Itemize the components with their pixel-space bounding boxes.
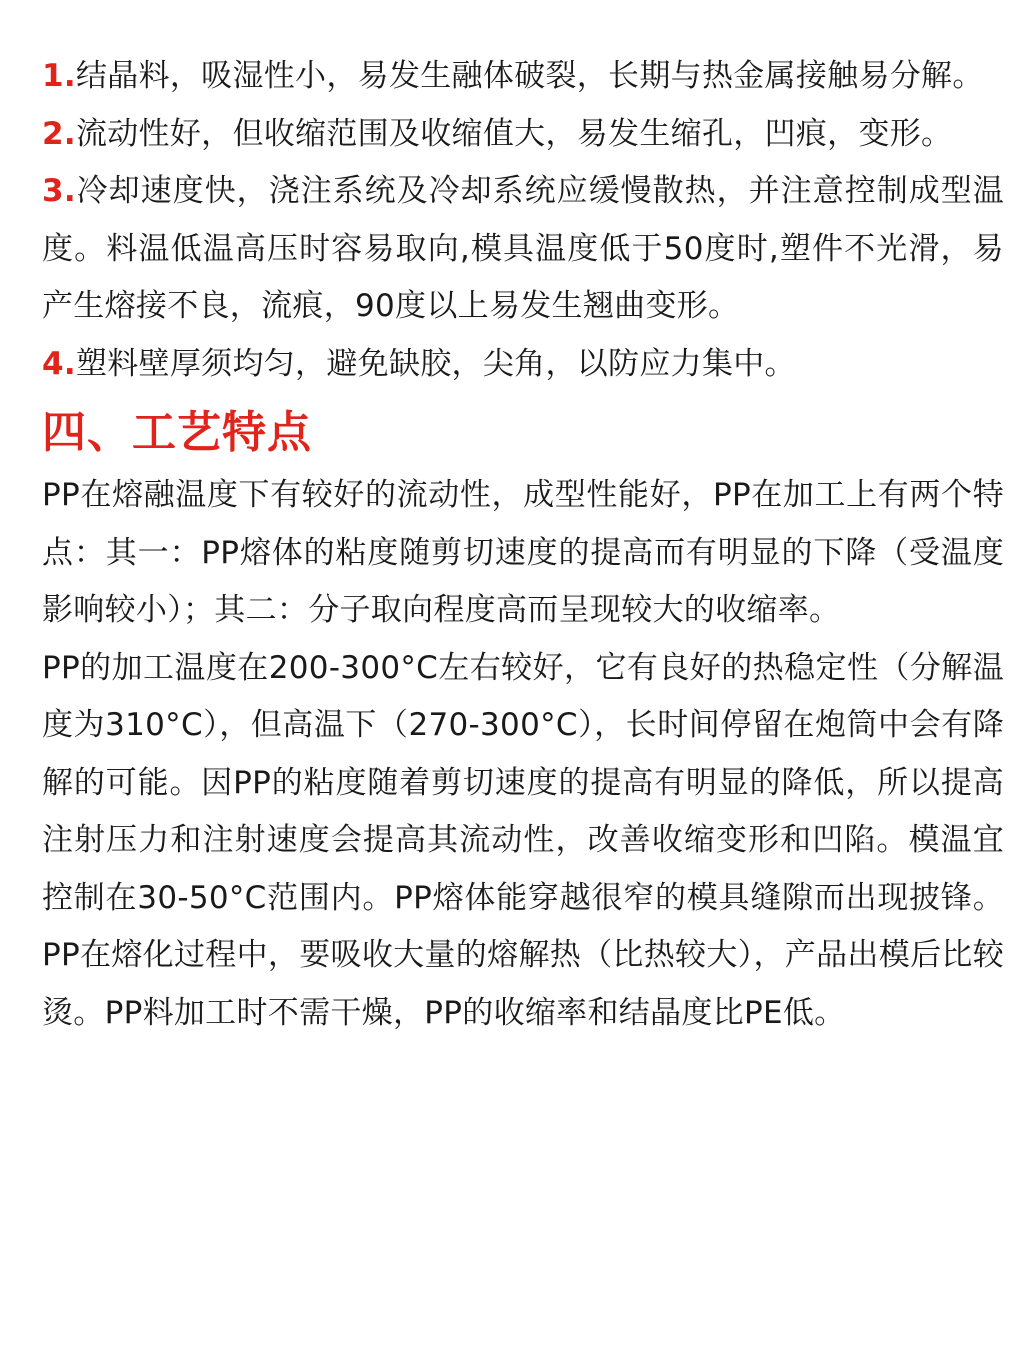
list-item-text: 结晶料，吸湿性小，易发生融体破裂，长期与热金属接触易分解。: [75, 58, 984, 94]
list-item-number: 3.: [42, 173, 76, 209]
list-item: [42, 106, 1004, 164]
document-page: [42, 48, 1004, 1042]
list-item-number: 1.: [42, 58, 76, 94]
body-paragraph: PP在熔融温度下有较好的流动性，成型性能好，PP在加工上有两个特点：其一：PP熔体的粘度随剪切速度的提高而有明显的下降（受温度影响较小）；其二：分子取向程度高而呈现较大的收缩率。: [42, 477, 1004, 628]
section-heading: 四、工艺特点: [42, 407, 312, 458]
list-item: [42, 163, 1004, 336]
list-item: [42, 336, 1004, 394]
list-item-number: 4.: [42, 345, 76, 382]
body-paragraph: PP的加工温度在200-300°C左右较好，它有良好的热稳定性（分解温度为310°C），但高温下（270-300°C），长时间停留在炮筒中会有降解的可能。因PP的粘度随着剪切速度的提高有明显的降低，所以提高注射压力和注射速度会提高其流动性，改善收缩变形和凹陷。模温宜控制在30-50°C范围内。PP熔体能穿越很窄的模具缝隙而出现披锋。PP在熔化过程中，要吸收大量的熔解热（比热较大），产品出模后比较烫。PP料加工时不需干燥，PP的收缩率和结晶度比PE低。: [42, 649, 1004, 1031]
list-item-text: 塑料壁厚须均匀，避免缺胶，尖角，以防应力集中。: [75, 345, 796, 382]
list-item-text: 冷却速度快，浇注系统及冷却系统应缓慢散热，并注意控制成型温度。料温低温高压时容易取向,模具温度低于50度时,塑件不光滑，易产生熔接不良，流痕，90度以上易发生翘曲变形。: [42, 173, 1004, 324]
list-item-number: 2.: [42, 115, 76, 152]
list-item: [42, 48, 1004, 106]
list-item-text: 流动性好，但收缩范围及收缩值大，易发生缩孔，凹痕，变形。: [75, 115, 953, 152]
